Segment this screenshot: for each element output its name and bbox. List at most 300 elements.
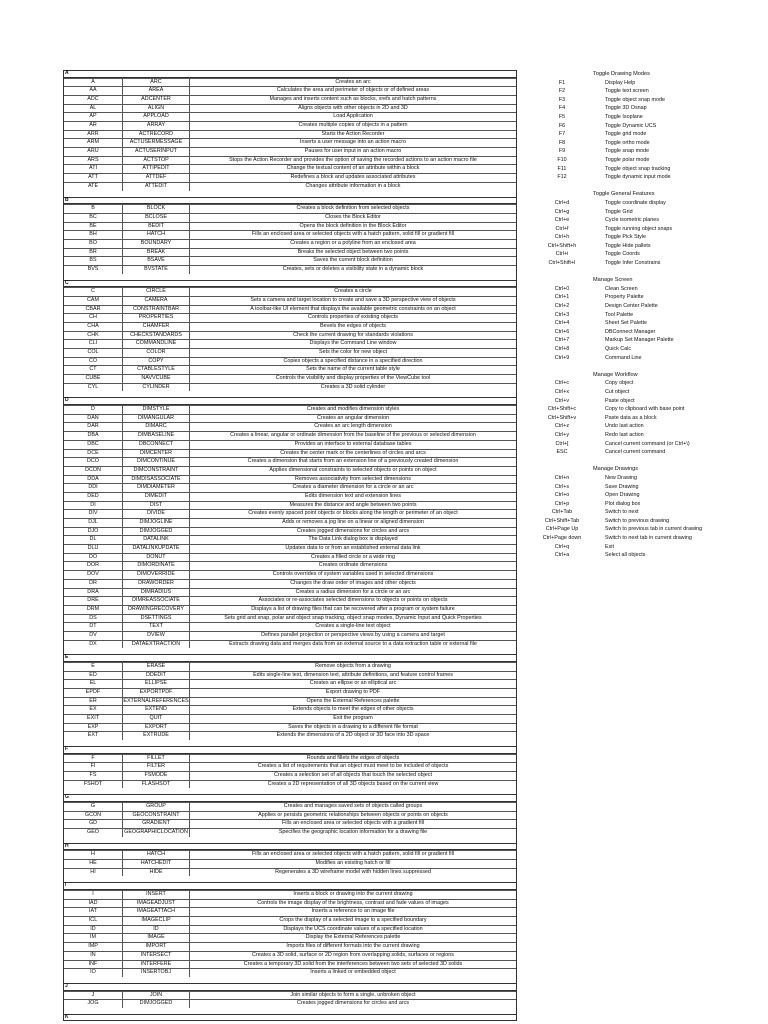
table-row <box>64 121 516 130</box>
description-cell: Join similar objects to form a single, unbroken object <box>290 991 416 998</box>
command-cell: JOIN <box>122 992 190 1000</box>
command-cell: DIMJOGGED <box>122 528 190 536</box>
alias-cell: DR <box>89 579 97 586</box>
alias-cell: IN <box>90 951 96 958</box>
description-cell: Crops the display of a selected image to a specified boundary <box>279 917 427 924</box>
table-row <box>64 925 516 934</box>
shortcut-action: Paste object <box>605 397 635 404</box>
table-row <box>64 679 516 688</box>
table-row <box>64 535 516 544</box>
command-cell: BOUNDARY <box>122 240 190 248</box>
table-row <box>64 405 516 414</box>
alias-cell: IM <box>90 934 96 941</box>
alias-cell: EL <box>89 680 97 687</box>
table-row <box>64 305 516 314</box>
table-row <box>64 164 516 173</box>
section-letter-header: B <box>64 197 516 205</box>
table-row <box>64 475 516 484</box>
shortcut-row <box>527 147 763 156</box>
shortcut-row <box>527 311 763 320</box>
command-cell: FLASHSOT <box>122 781 190 789</box>
shortcut-key: Ctrl+z <box>554 423 570 430</box>
command-cell: DIMOVERRIDE <box>122 571 190 579</box>
alias-cell: BH <box>89 231 97 238</box>
command-cell: COPY <box>122 358 190 366</box>
shortcut-key: Ctrl+[ <box>555 440 569 447</box>
shortcut-group-title: Toggle General Features <box>593 191 655 198</box>
command-cell: HATCH <box>122 231 190 239</box>
command-cell: COMMANDLINE <box>122 340 190 348</box>
command-cell: IMPORT <box>122 943 190 951</box>
shortcut-row <box>527 483 763 492</box>
description-cell: Creates evenly spaced point objects or blocks along the length or perimeter of an object <box>248 510 458 517</box>
shortcut-row <box>527 87 763 96</box>
description-cell: Breaks the selected object between two points <box>297 248 409 255</box>
shortcut-row <box>527 440 763 449</box>
command-cell: DIMJOGGED <box>122 1000 190 1008</box>
description-cell: Creates a diameter dimension for a circle or an arc <box>292 484 414 491</box>
table-row <box>64 383 516 392</box>
alias-cell: ATT <box>88 174 98 181</box>
command-cell: EXPORTPDF <box>122 689 190 697</box>
description-cell: Controls overrides of system variables used in selected dimensions <box>272 571 434 578</box>
alias-cell: BO <box>89 239 97 246</box>
description-cell: Modifies an existing hatch or fill <box>315 860 391 867</box>
command-cell: ADCENTER <box>122 96 190 104</box>
shortcut-action: Quick Calc <box>605 346 632 352</box>
description-cell: Redefines a block and updates associated attributes <box>290 174 416 181</box>
description-cell: Stops the Action Recorder and provides the option of saving the recorded actions to an action macro file <box>229 156 477 163</box>
command-cell: TEXT <box>122 623 190 631</box>
shortcut-key: Ctrl+s <box>554 483 570 490</box>
alias-cell: ED <box>89 671 97 678</box>
shortcut-row <box>527 293 763 302</box>
alias-cell: GCON <box>84 811 102 818</box>
table-row <box>64 780 516 789</box>
command-cell: CAMERA <box>122 297 190 305</box>
shortcut-action: Toggle polar mode <box>605 156 650 163</box>
table-row <box>64 265 516 274</box>
shortcut-group-title: Toggle Drawing Modes <box>593 71 650 77</box>
alias-cell: ARR <box>87 130 99 137</box>
shortcut-row <box>527 431 763 440</box>
description-cell: Creates an ellipse or an elliptical arc <box>309 680 397 687</box>
shortcut-action: Open Drawing <box>605 492 640 499</box>
description-cell: Extends objects to meet the edges of other objects <box>292 706 414 713</box>
alias-cell: ARS <box>87 156 99 163</box>
description-cell: Sets the name of the current table style <box>306 366 400 373</box>
description-cell: A toolbar-like UI element that displays the available geometric constraints on an object <box>250 305 456 312</box>
shortcut-action: Tool Palette <box>605 311 634 318</box>
shortcut-key: F2 <box>558 88 566 95</box>
description-cell: Sets a camera and target location to create and save a 3D perspective view of objects <box>250 296 456 303</box>
table-row <box>64 968 516 977</box>
description-cell: Creates an arc length dimension <box>314 423 392 430</box>
description-cell: Imports files of different formats into the current drawing <box>286 943 420 950</box>
alias-cell: IO <box>90 969 96 976</box>
shortcut-action: Toggle Infer Constrains <box>605 260 661 267</box>
alias-cell: B <box>91 205 95 212</box>
description-cell: Extends the dimensions of a 2D object or 3D face into 3D space <box>276 732 430 739</box>
shortcut-row <box>527 397 763 406</box>
alias-cell: DRM <box>86 605 100 612</box>
command-cell: IMAGE <box>122 934 190 942</box>
description-cell: Regenerates a 3D wireframe model with hidden lines suppressed <box>275 868 431 875</box>
alias-cell: FI <box>90 763 96 770</box>
command-cell: DIMCONTINUE <box>122 458 190 466</box>
description-cell: Edits single-line text, dimension text, attribute definitions, and feature control frames <box>253 671 453 678</box>
description-cell: Displays a list of drawing files that can be recovered after a program or system failure <box>251 605 455 612</box>
shortcut-action: Paste data as a block <box>605 414 657 421</box>
shortcut-action: Toggle dynamic input mode <box>605 174 671 181</box>
alias-cell: HE <box>89 860 97 867</box>
alias-cell: GEO <box>87 829 99 836</box>
alias-cell: ATI <box>89 165 97 172</box>
shortcut-action: Save Drawing <box>605 483 639 490</box>
shortcut-action: Clean Screen <box>605 285 638 292</box>
description-cell: Edits dimension text and extension lines <box>305 492 401 499</box>
shortcut-row <box>527 156 763 165</box>
description-cell: Starts the Action Recorder <box>321 130 385 137</box>
command-cell: ACTRECORD <box>122 131 190 139</box>
command-cell: DIMJOGLINE <box>122 519 190 527</box>
description-cell: Displays the UCS coordinate values of a specified location <box>283 925 423 932</box>
table-row <box>64 802 516 811</box>
description-cell: Inserts a reference to an image file <box>311 908 395 915</box>
alias-cell: JOG <box>87 1000 99 1007</box>
shortcut-action: Switch to previous drawing <box>605 517 670 524</box>
alias-cell: DL <box>89 536 97 543</box>
table-row <box>64 518 516 527</box>
table-row <box>64 222 516 231</box>
shortcut-group-title: Manage Workflow <box>593 371 638 378</box>
shortcut-key: Ctrl+f <box>555 225 569 232</box>
shortcut-key: Ctrl+9 <box>554 354 570 361</box>
command-cell: DIMREASSOCIATE <box>122 597 190 605</box>
alias-cell: DS <box>89 614 97 621</box>
table-row <box>64 483 516 492</box>
description-cell: Creates a circle <box>334 288 372 295</box>
command-cell: FILTER <box>122 763 190 771</box>
table-row <box>64 544 516 553</box>
command-cell: DRAWINGRECOVERY <box>122 606 190 614</box>
shortcut-row <box>527 285 763 294</box>
alias-cell: HI <box>90 868 96 875</box>
command-cell: HATCH <box>122 851 190 859</box>
shortcut-row <box>527 250 763 259</box>
section-letter-header: J <box>64 983 516 991</box>
shortcut-row <box>527 500 763 509</box>
shortcut-row <box>527 345 763 354</box>
shortcut-action: Toggle object snap tracking <box>605 165 671 172</box>
section-letter-header: I <box>64 882 516 890</box>
alias-cell: IMP <box>88 943 98 950</box>
alias-cell: ARM <box>87 139 99 146</box>
alias-cell: DV <box>89 631 97 638</box>
table-row <box>64 850 516 859</box>
table-row <box>64 579 516 588</box>
description-cell: Check the current drawing for standards violations <box>293 331 413 338</box>
description-cell: Saves the current block definition <box>313 257 393 264</box>
section-letter-header: E <box>64 654 516 662</box>
table-row <box>64 933 516 942</box>
shortcut-key: Ctrl+v <box>554 397 570 404</box>
shortcut-action: DBConnect Manager <box>605 328 656 335</box>
shortcut-action: Toggle grid mode <box>605 131 647 138</box>
table-row <box>64 819 516 828</box>
command-cell: CYLINDER <box>122 384 190 392</box>
table-row <box>64 762 516 771</box>
description-cell: Inserts a user message into an action macro <box>299 139 407 146</box>
alias-cell: DLU <box>87 545 99 552</box>
alias-cell: ARU <box>87 148 99 155</box>
shortcut-row <box>527 508 763 517</box>
command-cell: GRADIENT <box>122 820 190 828</box>
shortcut-action: Command Line <box>605 354 642 361</box>
shortcut-key: F6 <box>558 122 566 129</box>
table-row <box>64 213 516 222</box>
command-cell: ERASE <box>122 663 190 671</box>
shortcut-key: Ctrl+8 <box>554 346 570 352</box>
command-cell: ATTDEF <box>122 174 190 182</box>
shortcut-action: Toggle 3D Osnap <box>605 105 647 112</box>
shortcut-action: Sheet Set Palette <box>605 320 647 327</box>
table-row <box>64 527 516 536</box>
shortcut-key: Ctrl+e <box>554 217 570 224</box>
description-cell: Creates a block definition from selected objects <box>296 205 410 212</box>
alias-cell: GD <box>88 820 98 827</box>
shortcut-key: F8 <box>558 139 566 146</box>
table-row <box>64 960 516 969</box>
shortcut-action: Select all objects <box>605 552 646 559</box>
alias-cell: EX <box>89 706 97 713</box>
command-cell: CONSTRAINTBAR <box>122 306 190 314</box>
description-cell: Manages and inserts content such as blocks, xrefs and hatch patterns <box>269 95 437 102</box>
command-cell: HATCHEDIT <box>122 860 190 868</box>
alias-cell: H <box>91 851 95 858</box>
shortcut-row <box>527 422 763 431</box>
alias-cell: BR <box>89 248 97 255</box>
description-cell: Opens the External References palette <box>306 697 400 704</box>
alias-cell: DAR <box>87 423 99 430</box>
description-cell: Removes associativity from selected dimensions <box>295 475 411 482</box>
description-cell: Calculates the area and perimeter of objects or of defined areas <box>276 87 430 94</box>
alias-cell: DOR <box>87 562 99 569</box>
command-cell: DATAEXTRACTION <box>122 641 190 649</box>
shortcut-key: Ctrl+0 <box>554 285 570 292</box>
table-row <box>64 457 516 466</box>
alias-cell: DRE <box>87 597 99 604</box>
section-letter-header: G <box>64 794 516 802</box>
description-cell: Creates a 3D solid cylinder <box>320 383 386 390</box>
command-cell: IMAGEADJUST <box>122 900 190 908</box>
shortcut-key: F11 <box>557 165 567 172</box>
shortcut-action: Undo last action <box>605 423 644 430</box>
shortcut-key: Ctrl+a <box>554 552 570 559</box>
command-cell: BVSTATE <box>122 266 190 274</box>
table-row <box>64 570 516 579</box>
command-alias-table <box>63 70 517 1021</box>
shortcut-key: F5 <box>558 113 566 120</box>
alias-cell: AL <box>89 104 97 111</box>
section-letter-header: D <box>64 397 516 405</box>
command-cell: CIRCLE <box>122 288 190 296</box>
command-cell: BREAK <box>122 249 190 257</box>
description-cell: Closes the Block Editor <box>325 213 381 220</box>
shortcut-action: Copy object <box>605 380 634 387</box>
alias-cell: DCO <box>87 458 99 465</box>
table-row <box>64 313 516 322</box>
alias-cell: EXT <box>87 732 99 739</box>
alias-cell: J <box>91 991 95 998</box>
shortcut-key: F10 <box>557 156 567 163</box>
alias-cell: DBA <box>87 432 99 439</box>
table-row <box>64 811 516 820</box>
alias-cell: DDA <box>87 475 99 482</box>
table-row <box>64 147 516 156</box>
command-cell: DATALINKUPDATE <box>122 545 190 553</box>
shortcut-action: Switch to previous tab in current drawing <box>605 526 703 533</box>
alias-cell: ER <box>89 697 97 704</box>
command-cell: DIMCENTER <box>122 450 190 458</box>
description-cell: Creates a radius dimension for a circle or an arc <box>295 588 411 595</box>
shortcut-row <box>527 328 763 337</box>
shortcut-key: Ctrl+7 <box>554 337 570 344</box>
description-cell: Extracts drawing data and merges data from an external source to a data extraction table or external file <box>229 640 477 647</box>
table-row <box>64 553 516 562</box>
shortcut-row <box>527 525 763 534</box>
table-row <box>64 723 516 732</box>
command-cell: BCLOSE <box>122 214 190 222</box>
description-cell: Displays the Command Line window <box>309 340 397 347</box>
table-row <box>64 492 516 501</box>
command-cell: DSETTINGS <box>122 615 190 623</box>
table-row <box>64 899 516 908</box>
command-cell: COLOR <box>122 349 190 357</box>
alias-cell: DIV <box>88 510 98 517</box>
alias-cell: CO <box>88 357 98 364</box>
description-cell: Creates jogged dimensions for circles and arcs <box>296 1000 410 1007</box>
alias-cell: IAD <box>88 899 98 906</box>
description-cell: Updates data to or from an established external data link <box>285 545 421 552</box>
command-cell: ACTUSERMESSAGE <box>122 139 190 147</box>
shortcut-key: Ctrl+1 <box>554 294 570 301</box>
table-row <box>64 509 516 518</box>
alias-cell: A <box>91 78 95 85</box>
command-cell: ACTUSERINPUT <box>122 148 190 156</box>
shortcut-key: Ctrl+h <box>554 234 570 241</box>
alias-cell: FSHOT <box>83 780 103 787</box>
shortcut-row <box>527 414 763 423</box>
table-row <box>64 916 516 925</box>
shortcut-key: Ctrl+Shift+I <box>548 260 576 267</box>
table-row <box>64 501 516 510</box>
command-cell: INSERTOBJ <box>122 969 190 977</box>
alias-cell: FS <box>89 772 97 779</box>
description-cell: Pauses for user input in an action macro <box>304 148 402 155</box>
table-row <box>64 256 516 265</box>
shortcut-row <box>527 336 763 345</box>
shortcut-row <box>527 302 763 311</box>
command-cell: EXTRUDE <box>122 732 190 740</box>
table-row <box>64 138 516 147</box>
command-cell: DDEDIT <box>122 672 190 680</box>
alias-cell: C <box>91 288 95 295</box>
alias-cell: EXIT <box>87 715 99 722</box>
section-letter-header: C <box>64 280 516 288</box>
shortcut-row <box>527 173 763 182</box>
shortcut-row <box>527 113 763 122</box>
command-cell: ACTSTOP <box>122 157 190 165</box>
shortcut-row <box>527 233 763 242</box>
command-cell: INSERT <box>122 891 190 899</box>
shortcut-key: F1 <box>558 79 566 86</box>
shortcut-row <box>527 551 763 560</box>
command-cell: EXTERNALREFERENCES <box>123 697 189 704</box>
alias-cell: E <box>91 662 95 669</box>
alias-cell: CH <box>89 314 97 321</box>
table-row <box>64 942 516 951</box>
alias-cell: COL <box>87 349 99 356</box>
command-cell: IMAGECLIP <box>122 917 190 925</box>
description-cell: Defines parallel projection or perspective views by using a camera and target <box>261 631 445 638</box>
shortcut-key: Ctrl+Shift+Tab <box>544 517 580 524</box>
shortcut-action: Toggle Pick Style <box>605 234 647 241</box>
shortcut-key: Ctrl+o <box>554 492 570 499</box>
command-cell: BSAVE <box>122 257 190 265</box>
alias-cell: CHA <box>87 322 99 329</box>
table-row <box>64 431 516 440</box>
alias-cell: DAN <box>87 414 99 421</box>
table-row <box>64 640 516 649</box>
command-cell: ID <box>122 926 190 934</box>
description-cell: The Data Link dialog box is displayed <box>308 536 398 543</box>
description-cell: Display the External References palette <box>305 934 401 941</box>
shortcut-key: Ctrl+6 <box>554 328 570 335</box>
table-row <box>64 449 516 458</box>
alias-cell: CLI <box>88 340 98 347</box>
alias-cell: CYL <box>87 383 99 390</box>
description-cell: Creates a dimension that starts from an extension line of a previously created dimension <box>247 458 459 465</box>
shortcut-action: Toggle running object snaps <box>605 225 673 232</box>
alias-cell: DRA <box>87 588 99 595</box>
description-cell: Bevels the edges of objects <box>320 322 386 329</box>
alias-cell: D <box>91 406 95 413</box>
shortcut-action: Copy to clipboard with base point <box>605 406 685 413</box>
command-cell: HIDE <box>122 869 190 877</box>
command-cell: AREA <box>122 87 190 95</box>
alias-cell: CAM <box>87 296 99 303</box>
description-cell: Controls the image display of the brightness, contrast and fade values of images <box>257 899 449 906</box>
alias-cell: AR <box>89 122 97 129</box>
alias-cell: DT <box>89 623 97 630</box>
command-cell: DIMBASELINE <box>122 432 190 440</box>
description-cell: Creates a linear, angular or ordinate dimension from the baseline of the previous or selected dimension <box>230 432 476 439</box>
table-row <box>64 828 516 837</box>
shortcut-key: Ctrl+n <box>554 474 570 481</box>
command-cell: BEDIT <box>122 223 190 231</box>
description-cell: Opens the block definition in the Block Editor <box>299 222 407 229</box>
table-row <box>64 731 516 740</box>
section-letter-header: A <box>64 70 516 78</box>
command-cell: QUIT <box>122 715 190 723</box>
command-cell: CTABLESTYLE <box>122 366 190 374</box>
shortcut-action: Toggle object snap mode <box>605 96 665 103</box>
command-cell: DRAWORDER <box>122 580 190 588</box>
description-cell: Remove objects from a drawing <box>315 662 391 669</box>
shortcut-key: F4 <box>558 105 566 112</box>
description-cell: Creates, sets or deletes a visibility state in a dynamic block <box>282 265 424 272</box>
